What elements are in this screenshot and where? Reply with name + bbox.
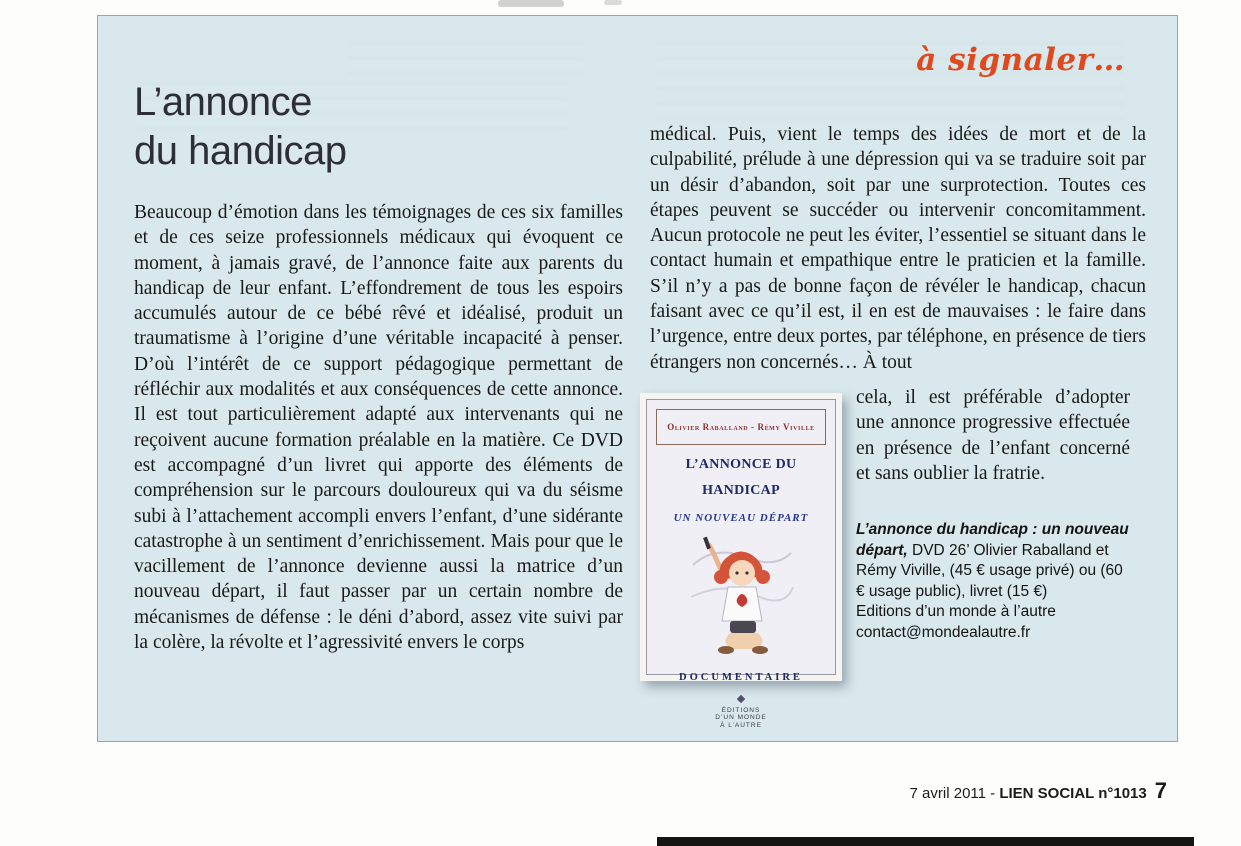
caption-email: contact@mondealautre.fr (856, 623, 1031, 641)
dvd-genre-label: DOCUMENTAIRE (679, 672, 803, 684)
publisher-line-3: À L’AUTRE (720, 721, 762, 729)
dvd-caption (856, 520, 1130, 643)
dvd-cover-photo (640, 393, 842, 729)
scan-smudge-artifact (498, 0, 564, 7)
girl-drawing-illustration (685, 535, 797, 663)
article-column-right (650, 122, 1146, 729)
caption-details (856, 520, 1130, 602)
footer-magazine-name: LIEN SOCIAL n°1013 (999, 785, 1147, 802)
article-continuation: cela, il est préférable d’adopter une annonce progressive effectuée en présence de l’enfant concerné et sans oublier la fratrie. (856, 386, 1130, 484)
section-label: à signaler… (916, 42, 1125, 78)
article-title-line-1: L’annonce (134, 80, 312, 124)
article-column-left (134, 200, 623, 655)
dvd-authors: Olivier Raballand - Rémy Viville (656, 409, 826, 445)
publisher-logo-icon (737, 695, 745, 703)
magazine-page (97, 15, 1178, 742)
scan-smudge-artifact (604, 0, 622, 5)
dvd-publisher-logo (647, 696, 835, 729)
dvd-cover (646, 399, 836, 729)
caption-credits: DVD 26’ Olivier Raballand et Rémy Viville, (45 € usage privé) ou (60 € usage public), livret (15 €) (856, 541, 1123, 600)
caption-publisher: Editions d’un monde à l’autre (856, 603, 1056, 621)
article-paragraph-left: Beaucoup d’émotion dans les témoignages de ces six familles et de ces seize professionnels médicaux qui évoquent ce moment, à jamais gravé, de l’annonce faite aux parents du handicap de leur enfant. L’effondrement de tous les espoirs accumulés autour de ce bébé rêvé et idéalisé, produit un traumatisme à l’origine d’une véritable incapacité à penser. D’où l’intérêt de ce support pédagogique permettant de réfléchir aux modalités et aux conséquences de cette annonce. Il est tout particulièrement adapté aux intervenants qui ne reçoivent aucune formation préalable en la matière. Ce DVD est accompagné d’un livret qui apporte des éléments de compréhension sur le parcours douloureux qui va du séisme subi à l’attachement accompli envers l’enfant, d’une sidérante catastrophe à un sentiment d’enrichissement. Mais pour que le vacillement de l’annonce devienne aussi la matrice d’un nouveau départ, il faut passer par un certain nombre de mécanismes de défense : le déni d’abord, assez vite suivi par la colère, la révolte et l’agressivité envers le corps (134, 202, 623, 654)
footer-date: 7 avril 2011 - LIEN SOCIAL n°1013 (909, 785, 1147, 802)
publisher-line-2: D’UN MONDE (715, 714, 767, 722)
scan-edge-artifact (657, 837, 1194, 846)
scan-bleed-artifact (348, 42, 584, 80)
media-right-column (856, 385, 1130, 681)
article-title-line-2: du handicap (134, 129, 347, 173)
article-title (134, 78, 346, 176)
dvd-cover-illustration (647, 535, 835, 663)
media-row (650, 385, 1146, 729)
page-footer (910, 778, 1167, 804)
article-paragraph-right: médical. Puis, vient le temps des idées de mort et de la culpabilité, prélude à une dépression qui va se traduire soit par un désir d’abandon, soit par une surprotection. Toutes ces étapes peuvent se succéder ou intervenir concomitamment. Aucun protocole ne peut les éviter, l’essentiel se situant dans le contact humain et empathique entre le praticien et la famille. S’il n’y a pas de bonne façon de révéler le handicap, chacun faisant avec ce qu’il est, il en est de mauvaises : le faire dans l’urgence, entre deux portes, par téléphone, en présence de tiers étrangers non concernés… À tout (650, 124, 1146, 373)
caption-title: L’annonce du handicap : un nouveau départ, (856, 521, 1129, 559)
dvd-title: L’ANNONCE DU HANDICAP (685, 457, 797, 498)
publisher-line-1: ÉDITIONS (721, 706, 761, 714)
footer-page-number: 7 (1154, 778, 1167, 803)
dvd-subtitle: UN NOUVEAU DÉPART (673, 511, 809, 524)
